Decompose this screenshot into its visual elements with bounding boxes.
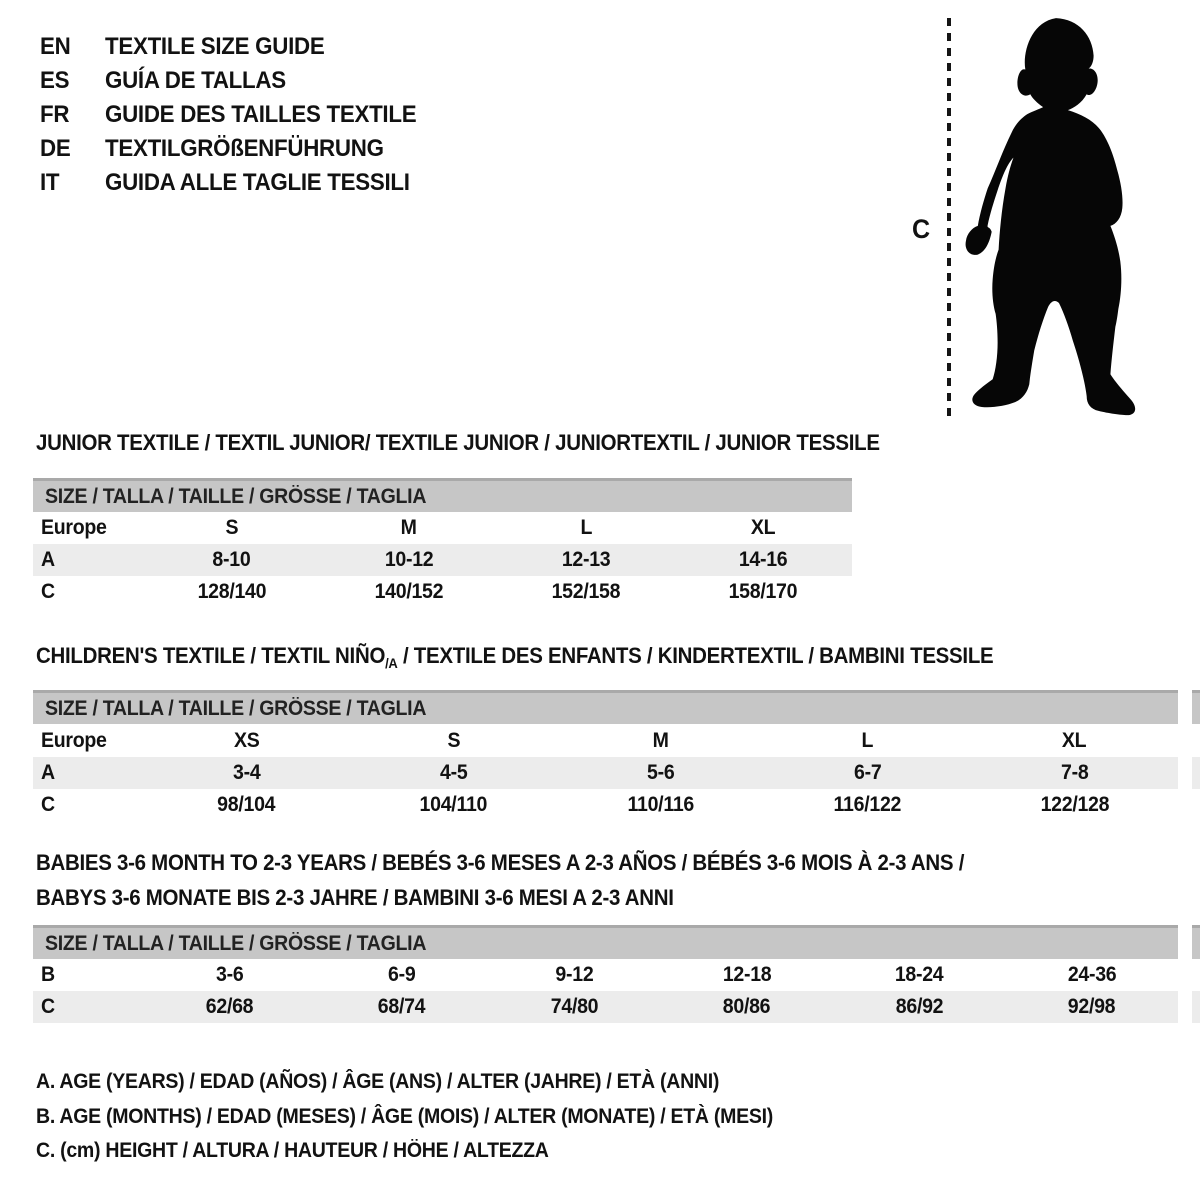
value-cell: 80/86 xyxy=(723,995,771,1018)
table-row xyxy=(33,576,852,608)
babies-size-header-bar xyxy=(33,925,1178,959)
children-section-title xyxy=(36,643,1065,671)
table-row xyxy=(33,991,1178,1023)
height-dashed-line xyxy=(947,18,951,418)
footnote-c xyxy=(36,1139,587,1163)
lang-code: IT xyxy=(40,169,60,196)
lang-row-de xyxy=(40,132,440,166)
edge-bar-remnant xyxy=(1192,757,1200,789)
table-row xyxy=(33,789,1178,821)
babies-title-text-1: BABIES 3-6 MONTH TO 2-3 YEARS / BEBÉS 3-6 MESES A 2-3 AÑOS / BÉBÉS 3-6 MOIS À 2-3 ANS / xyxy=(36,850,965,875)
height-measure-label: C xyxy=(912,214,930,244)
row-label: A xyxy=(41,548,55,571)
value-cell: 18-24 xyxy=(894,963,944,986)
junior-size-header-bar xyxy=(33,478,852,512)
babies-size-table xyxy=(33,925,1178,1023)
size-cell: XS xyxy=(233,728,260,752)
junior-section-title xyxy=(36,430,943,456)
value-cell: 86/92 xyxy=(895,995,943,1018)
value-cell: 92/98 xyxy=(1068,995,1116,1018)
lang-title: GUÍA DE TALLAS xyxy=(105,67,286,94)
lang-row-fr xyxy=(40,98,440,132)
babies-section-title-line1 xyxy=(36,850,1034,876)
footnote-text: A. AGE (YEARS) / EDAD (AÑOS) / ÂGE (ANS) / ALTER (JAHRE) / ETÀ (ANNI) xyxy=(36,1070,720,1093)
size-cell: L xyxy=(580,516,592,539)
value-cell: 128/140 xyxy=(197,580,266,603)
row-label: C xyxy=(41,793,55,816)
size-cell: XL xyxy=(1062,728,1087,752)
size-header-label: SIZE / TALLA / TAILLE / GRÖSSE / TAGLIA xyxy=(45,484,427,508)
title-pre: CHILDREN'S TEXTILE / TEXTIL NIÑO xyxy=(36,643,386,668)
title-post: / TEXTILE DES ENFANTS / KINDERTEXTIL / BAMBINI TESSILE xyxy=(397,643,994,668)
lang-title: TEXTILGRÖßENFÜHRUNG xyxy=(105,135,384,162)
junior-size-table xyxy=(33,478,852,608)
babies-section-title-line2 xyxy=(36,885,722,911)
edge-bar-remnant xyxy=(1192,690,1200,724)
value-cell: 3-6 xyxy=(215,963,243,986)
value-cell: 14-16 xyxy=(739,548,788,571)
row-label: C xyxy=(41,580,55,603)
lang-row-it xyxy=(40,166,440,200)
row-label: A xyxy=(41,761,55,784)
lang-title: TEXTILE SIZE GUIDE xyxy=(105,33,325,60)
value-cell: 10-12 xyxy=(384,548,434,571)
footnote-text: B. AGE (MONTHS) / EDAD (MESES) / ÂGE (MOIS) / ALTER (MONATE) / ETÀ (MESI) xyxy=(36,1105,773,1128)
value-cell: 122/128 xyxy=(1040,793,1109,816)
value-cell: 8-10 xyxy=(212,548,251,571)
value-cell: 6-7 xyxy=(853,761,882,784)
value-cell: 12-18 xyxy=(722,963,772,986)
row-label: B xyxy=(41,963,55,986)
lang-row-es xyxy=(40,64,440,98)
edge-bar-remnant xyxy=(1192,925,1200,959)
value-cell: 4-5 xyxy=(439,761,468,784)
lang-code: DE xyxy=(40,135,71,162)
children-size-table xyxy=(33,690,1178,821)
title-subscript: /A xyxy=(385,655,398,671)
babies-title-text-2: BABYS 3-6 MONATE BIS 2-3 JAHRE / BAMBINI 3-6 MESI A 2-3 ANNI xyxy=(36,885,674,910)
value-cell: 24-36 xyxy=(1067,963,1117,986)
children-title-text xyxy=(36,643,993,671)
value-cell: 158/170 xyxy=(729,580,798,603)
table-row xyxy=(33,959,1178,991)
size-cell: S xyxy=(225,516,239,539)
row-label: C xyxy=(41,995,55,1018)
size-header-label: SIZE / TALLA / TAILLE / GRÖSSE / TAGLIA xyxy=(45,931,427,955)
value-cell: 5-6 xyxy=(646,761,675,784)
size-header-label: SIZE / TALLA / TAILLE / GRÖSSE / TAGLIA xyxy=(45,696,427,720)
value-cell: 104/110 xyxy=(419,793,488,816)
value-cell: 7-8 xyxy=(1060,761,1089,784)
row-label: Europe xyxy=(41,516,107,539)
lang-row-en xyxy=(40,30,440,64)
footnote-a xyxy=(36,1070,771,1094)
table-row xyxy=(33,544,852,576)
children-size-header-bar xyxy=(33,690,1178,724)
row-label: Europe xyxy=(41,728,107,752)
lang-title: GUIDA ALLE TAGLIE TESSILI xyxy=(105,169,410,196)
junior-title-text: JUNIOR TEXTILE / TEXTIL JUNIOR/ TEXTILE JUNIOR / JUNIORTEXTIL / JUNIOR TESSILE xyxy=(36,430,880,455)
edge-bar-remnant xyxy=(1192,991,1200,1023)
value-cell: 9-12 xyxy=(555,963,594,986)
language-legend xyxy=(40,30,440,200)
value-cell: 110/116 xyxy=(627,793,694,816)
table-row xyxy=(33,512,852,544)
footnote-text: C. (cm) HEIGHT / ALTURA / HAUTEUR / HÖHE / ALTEZZA xyxy=(36,1139,549,1162)
value-cell: 98/104 xyxy=(217,793,276,816)
toddler-silhouette-icon xyxy=(962,10,1150,418)
table-row xyxy=(33,724,1178,757)
value-cell: 68/74 xyxy=(378,995,426,1018)
lang-code: EN xyxy=(40,33,71,60)
value-cell: 74/80 xyxy=(550,995,598,1018)
value-cell: 12-13 xyxy=(561,548,611,571)
footnote-b xyxy=(36,1105,828,1129)
value-cell: 116/122 xyxy=(833,793,902,816)
value-cell: 140/152 xyxy=(374,580,444,603)
lang-title: GUIDE DES TAILLES TEXTILE xyxy=(105,101,417,128)
size-cell: M xyxy=(400,516,417,539)
table-row xyxy=(33,757,1178,789)
size-cell: XL xyxy=(751,516,776,539)
value-cell: 3-4 xyxy=(232,761,261,784)
lang-code: ES xyxy=(40,67,70,94)
value-cell: 62/68 xyxy=(205,995,253,1018)
lang-code: FR xyxy=(40,101,70,128)
value-cell: 152/158 xyxy=(551,580,621,603)
size-cell: M xyxy=(652,728,669,752)
size-cell: S xyxy=(447,728,460,752)
value-cell: 6-9 xyxy=(388,963,416,986)
size-cell: L xyxy=(861,728,874,752)
